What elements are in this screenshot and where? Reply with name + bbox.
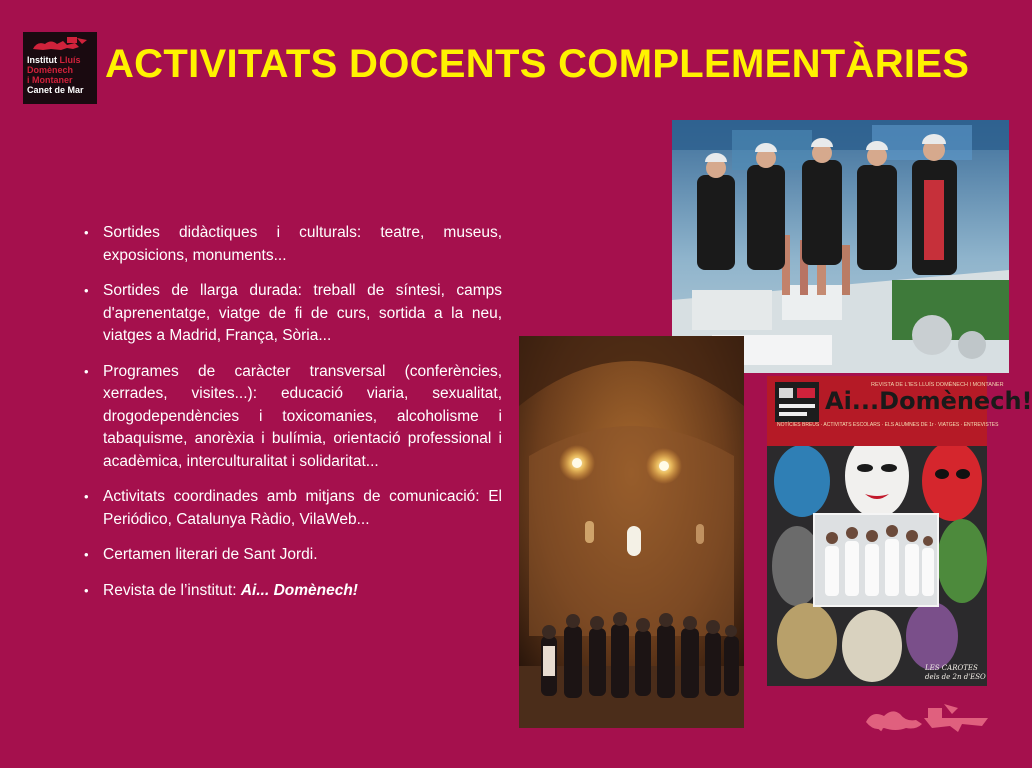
school-logo bbox=[23, 32, 97, 104]
logo-line-1: Institut Lluís bbox=[27, 55, 81, 65]
church-image bbox=[519, 336, 744, 728]
magazine-name: Ai... Domènech! bbox=[240, 581, 358, 599]
logo-line-4: Canet de Mar bbox=[27, 85, 84, 95]
list-item: • Certamen literari de Sant Jordi. bbox=[82, 544, 502, 567]
dragon-emblem-icon bbox=[862, 700, 992, 740]
magazine-header bbox=[767, 376, 1032, 446]
list-item: • Programes de caràcter transversal (conferències, xerrades, visites...): educació viaria, sexualitat, drogodependències i toxicomanies, alcoholisme i tabaquisme, anorèxia i bulímia, orientació professional i acadèmica, interculturalitat i solidaritat... bbox=[84, 362, 502, 470]
bullet-icon: • bbox=[84, 225, 89, 240]
page-title: ACTIVITATS DOCENTS COMPLEMENTÀRIES bbox=[105, 42, 970, 86]
magazine-header-top: REVISTA DE L'IES LLUÍS DOMÈNECH I MONTANER bbox=[871, 382, 1004, 388]
magazine-cover bbox=[767, 376, 1032, 686]
magazine-caption: LES CAROTES dels de 2n d'ESO bbox=[925, 664, 986, 681]
bullet-icon: • bbox=[84, 547, 89, 562]
magazine-logo-icon bbox=[775, 382, 819, 422]
magazine-subheader: NOTÍCIES BREUS · ACTIVITATS ESCOLARS · ELS ALUMNES DE 1r · VIATGES · ENTREVISTES bbox=[777, 422, 999, 428]
bullet-icon: • bbox=[84, 582, 89, 598]
list-item: • Revista de l’institut: Ai... Domènech! bbox=[82, 580, 502, 603]
list-item: • Sortides de llarga durada: treball de síntesi, camps d'aprenentatge, viatge de fi de curs, sortida a la neu, viatges a Madrid, França, Sòria... bbox=[84, 282, 502, 344]
logo-line-3: i Montaner bbox=[27, 75, 73, 85]
logo-line-2: Domènech bbox=[27, 65, 74, 75]
bullet-icon: • bbox=[84, 489, 89, 504]
bullet-icon: • bbox=[84, 363, 89, 379]
photo-church-visit bbox=[519, 336, 744, 728]
list-item: • Sortides didàctiques i culturals: teatre, museus, exposicions, monuments... bbox=[84, 224, 502, 264]
logo-emblem-icon bbox=[27, 35, 93, 53]
activities-list bbox=[82, 222, 502, 615]
bullet-icon: • bbox=[84, 283, 89, 298]
list-item: • Activitats coordinades amb mitjans de comunicació: El Periódico, Catalunya Ràdio, VilaWeb... bbox=[84, 488, 502, 528]
magazine-title: Ai...Domènech! bbox=[825, 387, 1032, 415]
